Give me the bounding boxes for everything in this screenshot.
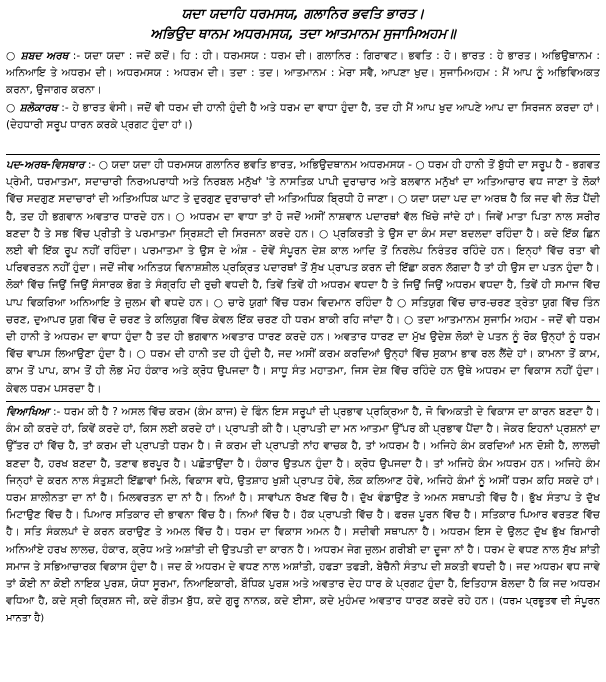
word-meaning-section xyxy=(6,48,600,151)
word-meaning-heading: ○ ਸ਼ਬਦ ਅਰਥ xyxy=(6,50,69,62)
explanation-section xyxy=(6,404,600,643)
section-divider xyxy=(6,154,600,155)
verse-meaning-text: :- ਹੇ ਭਾਰਤ ਵੰਸੀ। ਜਦੋਂ ਵੀ ਧਰਮ ਦੀ ਹਾਨੀ ਹੁੰਦੀ ਹੈ ਅਤੇ ਧਰਮ ਦਾ ਵਾਧਾ ਹੁੰਦਾ ਹੈ, ਤਦ ਹੀ ਮੈਂ ਆਪ ਖੁਦ ਆਪਣੇ ਆਪ ਦਾ ਸਿਰਜਨ ਕਰਦਾ ਹਾਂ। (ਦੇਹਧਾਰੀ ਸਰੂਪ ਧਾਰਨ ਕਰਕੇ ਪ੍ਰਗਟ ਹੁੰਦਾ ਹਾਂ।) xyxy=(6,101,600,131)
detailed-meaning-section xyxy=(6,157,600,398)
explanation-text: :- ਧਰਮ ਕੀ ਹੈ ? ਅਸਲ ਵਿੱਚ ਕਰਮ (ਕੰਮ ਕਾਜ) ਦੇ ਫਿੰਨ ਇਸ ਸਰੂਪਾਂ ਦੀ ਪ੍ਰਭਾਵ ਪ੍ਰਕ੍ਰਿਆ ਹੈ, ਜੋ ਵਿਅਕਤੀ ਦੇ ਵਿਕਾਸ ਦਾ ਕਾਰਨ ਬਣਦਾ ਹੈ। ਕੰਮ ਕੀ ਕਰਦੇ ਹਾਂ, ਕਿਵੇਂ ਕਰਦੇ ਹਾਂ, ਕਿਸ ਲਈ ਕਰਦੇ ਹਾਂ। ਪ੍ਰਾਪਤੀ ਕੀ ਹੈ। ਪ੍ਰਾਪਤੀ ਦਾ ਮਨ ਆਤਮਾ ਉੱਪਰ ਕੀ ਪ੍ਰਭਾਵ ਪੈਂਦਾ ਹੈ। ਜੇਕਰ ਇਹਨਾਂ ਪ੍ਰਸ਼ਨਾਂ ਦਾ ਉੱਤਰ ਹਾਂ ਵਿੱਚ ਹੈ, ਤਾਂ ਕਰਮ ਦੀ ਪ੍ਰਾਪਤੀ ਧਰਮ ਹੈ। ਜੋ ਕਰਮ ਦੀ ਪ੍ਰਾਪਤੀ ਨਾਂਹ ਵਾਚਕ ਹੈ, ਤਾਂ ਅਧਰਮ ਹੈ। ਅਜਿਹੇ ਕੰਮ ਕਰਦਿਆਂ ਮਨ ਦੋਸ਼ੀ ਹੈ, ਲਾਲਚੀ ਬਣਦਾ ਹੈ, ਹਰਖ ਬਣਦਾ ਹੈ, ਤਣਾਵ ਭਰਪੂਰ ਹੈ। ਪਛੋਤਾਉਂਦਾ ਹੈ। ਹੰਕਾਰ ਉਤਪਨ ਹੁੰਦਾ ਹੈ। ਕ੍ਰੋਧ ਉਪਜਦਾ ਹੈ। ਤਾਂ ਅਜਿਹੇ ਕੰਮ ਅਧਰਮ ਹਨ। ਅਜਿਹੇ ਕੰਮ ਜਿਨ੍ਹਾਂ ਦੇ ਕਰਨ ਨਾਲ ਸੰਤੁਸ਼ਟੀ ਇੱਛਾਵਾਂ ਮਿਲੇ, ਵਿਕਾਸ ਵਧੇ, ਉਤਸ਼ਾਹ ਖੁਸ਼ੀ ਪ੍ਰਾਪਤ ਹੋਵੇ, ਲੋਕ ਕਲਿਆਣ ਹੋਵੇ, ਅਜਿਹੇ ਕੰਮਾਂ ਨੂੰ ਅਸੀਂ ਧਰਮ ਕਹਿ ਸਕਦੇ ਹਾਂ। ਧਰਮ ਸ਼ਾਲੀਨਤਾ ਦਾ ਨਾਂ ਹੈ। ਮਿਲਵਰਤਨ ਦਾ ਨਾਂ ਹੈ। ਨਿਆਂ ਹੈ। ਸਾਵਾਂਪਨ ਰੱਖਣ ਵਿੱਚ ਹੈ। ਦੁੱਖ ਵੰਡਾਉਣ ਤੇ ਅਮਨ ਸਥਾਪਤੀ ਵਿੱਚ ਹੈ। ਭੁੱਖ ਸੰਤਾਪ ਤੇ ਦੁੱਖ ਮਿਟਾਉਣ ਵਿੱਚ ਹੈ। ਪਿਆਰ ਸਤਿਕਾਰ ਦੀ ਭਾਵਨਾ ਵਿੱਚ ਹੈ। ਨਿਆਂ ਵਿੱਚ ਹੈ। ਹੱਕ ਪ੍ਰਾਪਤੀ ਵਿੱਚ ਹੈ। ਫਰਜ਼ ਪੂਰਨ ਵਿੱਚ ਹੈ। ਸਤਿਕਾਰ ਪਿਆਰ ਵਰਤਣ ਵਿੱਚ ਹੈ। ਸਤਿ ਸੰਕਲਪਾਂ ਦੇ ਕਰਨ ਕਰਾਉਣ ਤੇ ਅਮਲ ਵਿੱਚ ਹੈ। ਧਰਮ ਦਾ ਵਿਕਾਸ ਅਮਨ ਹੈ। ਸਦੀਵੀ ਸਥਾਪਨਾ ਹੈ। ਅਧਰਮ ਇਸ ਦੇ ਉਲਟ ਦੁੱਖ ਭੁੱਖ ਬਿਮਾਰੀ ਅਨਿਆਂਏ ਹਰਖ ਲਾਲਚ, ਹੰਕਾਰ, ਕ੍ਰੋਧ ਅਤੇ ਅਸ਼ਾਂਤੀ ਦੀ ਉਤਪਤੀ ਦਾ ਕਾਰਨ ਹੈ। ਅਧਰਮ ਜੇਗ ਜ਼ੁਲਮ ਗਰੀਬੀ ਦਾ ਦੂਜਾ ਨਾਂ ਹੈ। ਧਰਮ ਦੇ ਵਧਣ ਨਾਲ ਸੁੱਖ ਸ਼ਾਂਤੀ ਸਮਾਜ ਤੇ ਸਭਿਆਚਾਰਕ ਵਿਕਾਸ ਹੁੰਦਾ ਹੈ। ਜਦ ਕੋ ਅਧਰਮ ਦੇ ਵਧਣ ਨਾਲ ਅਸ਼ਾਂਤੀ, ਹਫੜਾ ਤਫੜੀ, ਬੇਚੈਨੀ ਸੰਤਾਪ ਦੀ ਸ਼ਕਤੀ ਵਧਦੀ ਹੈ। ਜਦ ਅਧਰਮ ਵਧ ਜਾਵੇ ਤਾਂ ਕੋਈ ਨਾ ਕੋਈ ਨਾਇਕ ਪੁਰਸ਼, ਯੋਧਾ ਸੂਰਮਾ, ਨਿਆਇਕਾਰੀ, ਬੌਧਿਕ ਪੁਰਸ਼ ਅਤੇ ਅਵਤਾਰ ਦੇਹ ਧਾਰ ਕੇ ਪ੍ਰਗਟ ਹੁੰਦਾ ਹੈ, ਇਤਿਹਾਸ ਬੋਲਦਾ ਹੈ ਕਿ ਜਦ ਅਧਰਮ ਵਧਿਆ ਹੈ, ਕਦੇ ਸ੍ਰੀ ਕ੍ਰਿਸ਼ਨ ਜੀ, ਕਦੇ ਗੌਤਮ ਬੁੱਧ, ਕਦੇ ਗੁਰੂ ਨਾਨਕ, ਕਦੇ ਈਸਾ, ਕਦੇ ਮੁਹੰਮਦ ਅਵਤਾਰ ਧਾਰਣ ਕਰਦੇ ਰਹੇ ਹਨ। xyxy=(6,406,600,608)
detailed-meaning-heading: ਪਦ-ਅਰਥ-ਵਿਸਥਾਰ xyxy=(6,159,85,171)
section-divider xyxy=(6,401,600,402)
detailed-meaning-text: :- ○ ਯਦਾ ਯਦਾ ਹੀ ਧਰਮਸਯ ਗਲਾਨਿਰ ਭਵਤਿ ਭਾਰਤ, ਅਭਿਉਦਥਾਨਮ ਅਧਰਮਸਯ - ○ ਧਰਮ ਹੀ ਹਾਨੀ ਤੋਂ ਬੁੱਧੀ ਦਾ ਸਰੂਪ ਹੈ - ਭਗਵਤ ਪ੍ਰੇਮੀ, ਧਰਮਾਤਮਾ, ਸਦਾਚਾਰੀ ਨਿਰਅਪਰਾਧੀ ਅਤੇ ਨਿਰਬਲ ਮਨੁੱਖਾਂ 'ਤੇ ਨਾਸਤਿਕ ਪਾਪੀ ਦੁਰਾਚਾਰ ਅਤੇ ਬਲਵਾਨ ਮਨੁੱਖਾਂ ਦਾ ਅਤਿਆਚਾਰ ਵਧ ਜਾਣਾ ਤੇ ਲੋਕਾਂ ਵਿੱਚ ਸਦਗੁਣ ਸਦਾਚਾਰਾਂ ਦੀ ਅਤਿਅਧਿਕ ਘਾਟ ਤੇ ਦੁਰਗੁਣ ਦੁਰਾਚਾਰਾਂ ਦੀ ਅਤਿਅਧਿਕ ਬ੍ਰਿਧੀ ਹੋ ਜਾਣਾ। ○ ਯਦਾ ਯਦਾ ਪਦ ਦਾ ਅਰਥ ਹੈ ਕਿ ਜਦ ਵੀ ਲੋੜ ਪੈਂਦੀ ਹੈ, ਤਦ ਹੀ ਭਗਵਾਨ ਅਵਤਾਰ ਧਾਰਦੇ ਹਨ। ○ ਅਧਰਮ ਦਾ ਵਾਧਾ ਤਾਂ ਹੋ ਜਦੋਂ ਅਸੀਂ ਨਾਸ਼ਵਾਨ ਪਦਾਰਥਾਂ ਵੱਲ ਖਿੱਚੇ ਜਾਂਦੇ ਹਾਂ। ਜਿਵੇਂ ਮਾਤਾ ਪਿਤਾ ਨਾਲ ਸਰੀਰ ਬਣਦਾ ਹੈ ਤੇ ਸਭ ਵਿੱਚ ਪ੍ਰੀਤੀ ਤੇ ਪਰਮਾਤਮਾ ਸ੍ਰਿਸ਼ਟੀ ਦੀ ਸਿਰਜਨਾ ਕਰਦੇ ਹਨ। ○ ਪ੍ਰਕਿਰਤੀ ਤੇ ਉਸ ਦਾ ਕੰਮ ਸਦਾ ਬਦਲਦਾ ਰਹਿੰਦਾ ਹੈ। ਕਦੇ ਇੱਕ ਛਿਨ ਲਈ ਵੀ ਇੱਕ ਰੂਪ ਨਹੀਂ ਰਹਿੰਦਾ। ਪਰਮਾਤਮਾ ਤੇ ਉਸ ਦੇ ਅੰਸ਼ - ਦੋਵੇਂ ਸੰਪੂਰਨ ਦੇਸ਼ ਕਾਲ ਆਦਿ ਤੋਂ ਨਿਰਲੇਪ ਨਿਰੰਤਰ ਰਹਿੰਦੇ ਹਨ। ਇਨ੍ਹਾਂ ਵਿੱਚ ਰਤਾ ਵੀ ਪਰਿਵਰਤਨ ਨਹੀਂ ਹੁੰਦਾ। ਜਦੋਂ ਜੀਵ ਅਨਿਤਯ ਵਿਨਾਸ਼ਸ਼ੀਲ ਪ੍ਰਕ੍ਰਿਤ ਪਦਾਰਥਾਂ ਤੋਂ ਸੁੱਖ ਪ੍ਰਾਪਤ ਕਰਨ ਦੀ ਇੱਛਾ ਕਰਨ ਲੱਗਦਾ ਹੈ ਤਾਂ ਹੀ ਉਸ ਦਾ ਪਤਨ ਹੁੰਦਾ ਹੈ। ਲੋਕਾਂ ਵਿੱਚ ਜਿਉਂ ਜਿਉਂ ਸੰਸਾਰਕ ਭੋਗ ਤੇ ਸੰਗ੍ਰਹਿ ਦੀ ਰੁਚੀ ਵਧਦੀ ਹੈ, ਤਿਵੇਂ ਤਿਵੇਂ ਹੀ ਅਧਰਮ ਵਧਦਾ ਹੈ ਤੇ ਜਿਉਂ ਜਿਉਂ ਅਧਰਮ ਵਧਦਾ ਹੈ, ਤਿਵੇਂ ਹੀ ਸਮਾਜ ਵਿੱਚ ਪਾਪ ਵਿਕਰਿਆ ਅਨਿਆਇ ਤੇ ਜ਼ੁਲਮ ਵੀ ਵਧਦੇ ਹਨ। ○ ਚਾਰੇ ਯੁਗਾਂ ਵਿੱਚ ਧਰਮ ਵਿਦਮਾਨ ਰਹਿੰਦਾ ਹੈ ○ ਸਤਿਯੁਗ ਵਿੱਚ ਚਾਰ-ਚਰਣ ਤ੍ਰੇਤਾ ਯੁਗ ਵਿੱਚ ਤਿੰਨ ਚਰਣ, ਦੁਆਪਰ ਯੁਗ ਵਿੱਚ ਦੋ ਚਰਣ ਤੇ ਕਲਿਯੁਗ ਵਿੱਚ ਕੇਵਲ ਇੱਕ ਚਰਣ ਹੀ ਧਰਮ ਬਾਕੀ ਰਹਿ ਜਾਂਦਾ ਹੈ। ○ ਤਦਾ ਆਤਮਾਨਮ ਸੁਜਾਮਿ ਅਹਮ - ਜਦੋਂ ਵੀ ਧਰਮ ਦੀ ਹਾਨੀ ਤੇ ਅਧਰਮ ਦਾ ਵਾਧਾ ਹੁੰਦਾ ਹੈ ਤਦ ਹੀ ਭਗਵਾਨ ਅਵਤਾਰ ਧਾਰਣ ਕਰਦੇ ਹਨ। ਅਵਤਾਰ ਧਾਰਣ ਦਾ ਮੁੱਖ ਉਦੇਸ਼ ਲੋਕਾਂ ਦੇ ਪਤਨ ਨੂੰ ਰੋਕ ਉਨ੍ਹਾਂ ਨੂੰ ਧਰਮ ਵਿੱਚ ਵਾਪਸ ਲਿਆਉਣਾ ਹੁੰਦਾ ਹੈ। ○ ਧਰਮ ਦੀ ਹਾਨੀ ਤਦ ਹੀ ਹੁੰਦੀ ਹੈ, ਜਦ ਅਸੀਂ ਕਰਮ ਕਰਦਿਆਂ ਉਨ੍ਹਾਂ ਵਿੱਚ ਸੁਕਾਮ ਭਾਵ ਰਲ ਲੈਂਦੇ ਹਾਂ। ਕਾਮਨਾ ਤੋਂ ਕਾਮ, ਕਾਮ ਤੋਂ ਪਾਪ, ਕਾਮ ਤੋਂ ਹੀ ਲੋਭ ਮੋਹ ਹੰਕਾਰ ਅਤੇ ਕ੍ਰੋਧ ਉਪਜਦਾ ਹੈ। ਸਾਧੂ ਸੰਤ ਮਹਾਤਮਾ, ਜਿਸ ਦੇਸ਼ ਵਿੱਚ ਰਹਿੰਦੇ ਹਨ ਉਥੇ ਅਧਰਮ ਦਾ ਵਿਕਾਸ ਨਹੀਂ ਹੁੰਦਾ। ਕੇਵਲ ਧਰਮ ਪਸਰਦਾ ਹੈ। xyxy=(6,159,600,395)
verse-meaning-heading: ○ ਸ਼ਲੋਕਾਰਥ xyxy=(6,101,58,114)
explanation-heading: ਵਿਆਖਿਆ xyxy=(6,406,50,418)
shloka-line-2: ਅਭਿਉਦ ਥਾਨਮ ਅਧਰਮਸਯ, ਤਦਾ ਆਤਮਾਨਮ ਸੁਜਾਮਿਅਹਮ॥ xyxy=(150,26,456,42)
word-meaning-text: :- ਯਦਾ ਯਦਾ : ਜਦੋਂ ਕਦੋਂ। ਹਿ : ਹੀ। ਧਰਮਸਯ : ਧਰਮ ਦੀ। ਗਲਾਨਿਰ : ਗਿਰਾਵਟ। ਭਵਤਿ : ਹੋ। ਭਾਰਤ : ਹੇ ਭਾਰਤ। ਅਭਿਉਥਾਨਮ : ਅਨਿਆਇ ਤੇ ਅਧਰਮ ਦੀ। ਅਧਰਮਸਯ : ਅਧਰਮ ਦੀ। ਤਦਾ : ਤਦ। ਆਤਮਾਨਮ : ਮੇਰਾ ਸਵੈ, ਆਪਣਾ ਖੁਦ। ਸੁਜਾਮਿਅਹਮ : ਮੈਂ ਆਪ ਨੂੰ ਅਭਿਵਿਅਕਤ ਕਰਨਾ, ਉਜਾਗਰ ਕਰਨਾ। xyxy=(6,50,600,97)
explanation-closing-note: (ਧਰਮ ਪ੍ਰਭੂਤਵ ਦੀ ਸੰਪੂਰਨ ਮਾਨਤਾ ਹੈ) xyxy=(6,596,600,625)
shloka-line-1: ਯਦਾ ਯਦਾਹਿ ਧਰਮਸਯ, ਗਲਾਨਿਰ ਭਵਤਿ ਭਾਰਤ। xyxy=(181,6,425,22)
